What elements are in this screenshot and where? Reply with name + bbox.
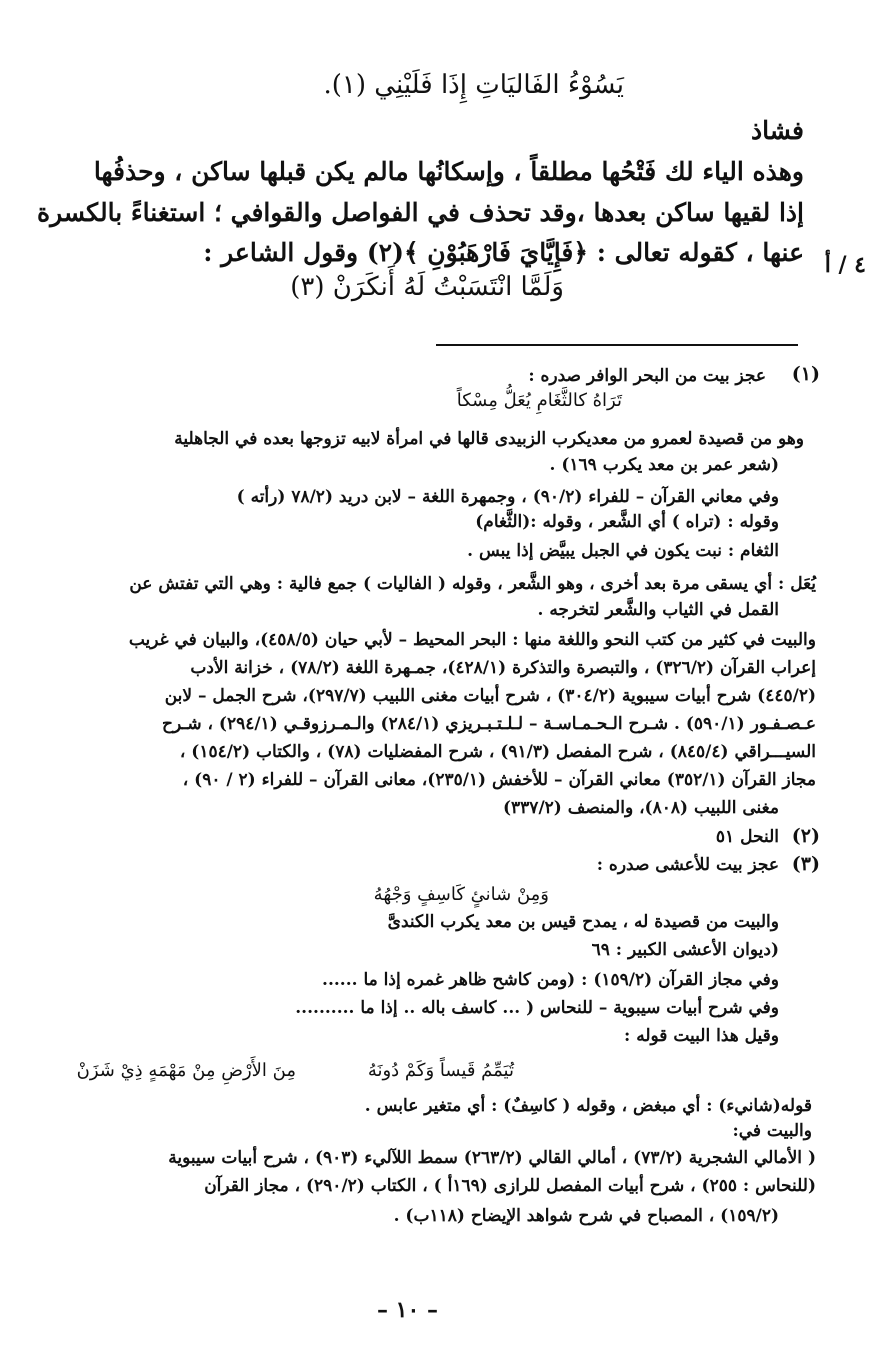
- footnote-3-line: وقيل هذا البيت قوله :: [624, 1026, 779, 1046]
- footnote-3-line: والبيت من قصيدة له ، يمدح قيس بن معد يكرب الكندىَّ: [387, 912, 779, 932]
- footnote-1-line: مجاز القرآن (٣٥٢/١) معاني القرآن – للأخفش (٢٣٥/١)، معانى القرآن – للفراء (٢ / ٩٠) ،: [182, 770, 816, 790]
- footnote-1-line: وهو من قصيدة لعمرو من معديكرب الزبيدى قالها في امرأة لابيه تزوجها بعده في الجاهلية: [174, 429, 804, 449]
- footnote-3-line: وفي مجاز القرآن (١٥٩/٢) : (ومن كاشح ظاهر غمره إذا ما ......: [322, 970, 779, 990]
- page-number: – ١٠ –: [377, 1297, 438, 1323]
- footnote-3-verse: وَمِنْ شانئٍ كَاسِفٍ وَجْهُهُ: [373, 884, 549, 905]
- footnote-1-verse: تَرَاهُ كالثَّغَامِ يُعَلُّ مِسْكاً: [456, 390, 622, 411]
- footnote-3-line: (١٥٩/٢) ، المصباح في شرح شواهد الإيضاح (١١٨ب) .: [393, 1206, 779, 1226]
- footnote-1-line: (شعر عمر بن معد يكرب ١٦٩) .: [549, 455, 779, 475]
- footnote-2-text: النحل ٥١: [715, 827, 779, 847]
- footnote-1-line: القمل في الثياب والشَّعر لتخرجه .: [537, 600, 779, 620]
- footnote-1-line: عـصـفـور (٥٩٠/١) . شـرح الـحـمـاسـة – لـلـتـبـريزي (٢٨٤/١) والـمـرزوقـي (٢٩٤/١) ، شـرح: [162, 714, 816, 734]
- footnote-divider: [436, 344, 798, 346]
- footnote-3-line: قوله(شانيء) : أي مبغض ، وقوله ( كاسِفٌ) : أي متغير عابس .: [364, 1096, 812, 1116]
- verse-line-1: يَسُوْءُ الفَاليَاتِ إِذَا فَلَيْنِي (١).: [323, 70, 624, 100]
- verse-line-2: وَلَمَّا انْتَسَبْتُ لَهُ أَنكَرَنْ (٣): [290, 272, 564, 302]
- footnote-1-line: (٤٤٥/٢) شرح أبيات سيبوية (٣٠٤/٢) ، شرح أبيات مغنى اللبيب (٢٩٧/٧)، شرح الجمل – لابن: [164, 686, 816, 706]
- footnote-3-line: ( الأمالي الشجرية (٧٣/٢) ، أمالي القالي (٢٦٣/٢) سمط اللآليء (٩٠٣) ، شرح أبيات سيبوية: [168, 1148, 816, 1168]
- main-line-1: فشاذ: [750, 116, 804, 145]
- footnote-1-line: يُعَل : أي يسقى مرة بعد أخرى ، وهو الشَّعر ، وقوله ( الفاليات ) جمع فالية : وهي التي تفتش عن: [129, 574, 816, 594]
- footnote-1-line: والبيت في كثير من كتب النحو واللغة منها : البحر المحيط – لأبي حيان (٤٥٨/٥)، والبيان في غريب: [128, 630, 816, 650]
- footnote-3-line: عجز بيت للأعشى صدره :: [596, 855, 779, 875]
- footnote-1-line: عجز بيت من البحر الوافر صدره :: [528, 366, 766, 386]
- main-line-4: عنها ، كقوله تعالى : ﴿فَإِيَّايَ فَارْهَبُوْنِ ﴾(٢) وقول الشاعر :: [203, 238, 804, 267]
- main-line-2: وهذه الياء لك فَتْحُها مطلقاً ، وإسكانُها مالم يكن قبلها ساكن ، وحذفُها: [93, 157, 804, 186]
- footnote-1-line: السيـــراقي (٨٤٥/٤) ، شرح المفصل (٩١/٣) ، شرح المفضليات (٧٨) ، والكتاب (١٥٤/٢) ،: [179, 742, 816, 762]
- footnote-3-line: والبيت في:: [732, 1121, 812, 1141]
- footnote-1-line: إعراب القرآن (٣٢٦/٢) ، والتبصرة والتذكرة (٤٢٨/١)، جمـهرة اللغة (٧٨/٢) ، خزانة الأدب: [190, 658, 816, 678]
- footnote-3-line: وفي شرح أبيات سيبوية – للنحاس ( ... كاسف باله .. إذا ما ..........: [295, 998, 779, 1018]
- footnote-3-line: (ديوان الأعشى الكبير : ٦٩: [591, 940, 779, 960]
- margin-note: ٤ / أ: [824, 252, 866, 278]
- main-line-3: إذا لقيها ساكن بعدها ،وقد تحذف في الفواصل والقوافي ؛ استغناءً بالكسرة: [36, 198, 804, 227]
- footnote-1-line: مغنى اللبيب (٨٠٨)، والمنصف (٣٣٧/٢): [503, 798, 779, 818]
- footnote-3-verse-left: مِنَ الأَرْضِ مِنْ مَهْمَهٍ ذِيْ شَزَنْ: [76, 1060, 296, 1081]
- footnote-2-number: (٢): [791, 825, 820, 847]
- footnote-3-verse-right: تُيَمِّمُ قَيساً وَكَمْ دُونَهُ: [367, 1060, 514, 1081]
- footnote-1-line: الثغام : نبت يكون في الجبل يبيَّض إذا يبس .: [467, 541, 779, 561]
- footnote-1-line: وفي معاني القرآن – للفراء (٩٠/٢) ، وجمهرة اللغة – لابن دريد (٧٨/٢ (رأته ): [236, 487, 779, 507]
- footnote-3-line: (للنحاس : ٢٥٥) ، شرح أبيات المفصل للرازى (١٦٩أ ) ، الكتاب (٢٩٠/٢) ، مجاز القرآن: [204, 1176, 816, 1196]
- footnote-1-line: وقوله : (تراه ) أي الشَّعر ، وقوله :(الثَّغام): [475, 512, 779, 532]
- footnote-1-number: (١): [791, 363, 820, 385]
- footnote-3-number: (٣): [791, 853, 820, 875]
